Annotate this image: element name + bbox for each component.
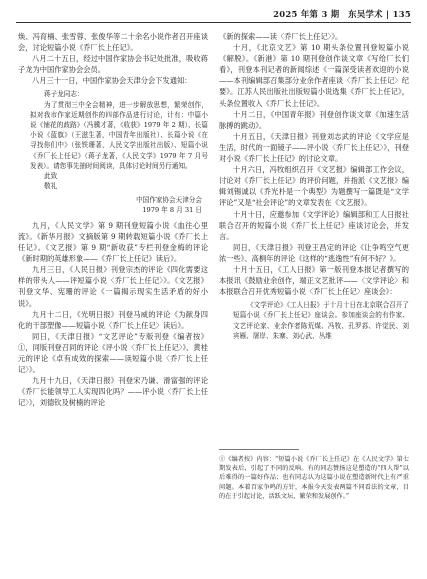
paragraph: 十月五日，《天津日报》刊登刘志武的评论《文学应是生活，时代的一面镜子——评小说〈乔厂长上任记〉》，刊登对小说《乔厂长上任记》的讨论文章。 xyxy=(219,131,409,164)
letter-close-2: 敬礼 xyxy=(44,182,58,191)
signature-org: 中国作家协会天津分会 xyxy=(136,195,202,204)
letter-signature xyxy=(18,195,208,215)
paragraph: 十月六日，冯牧组织召开《文艺报》编辑部工作会议，讨论对《乔厂长上任记》的评价问题，并指派《文艺报》编辑刘锡诚以《乔光朴是一个典型》为题撰写一篇既是“文学评论”又是“社会评论”的文章发表在《文艺报》。 xyxy=(219,165,409,208)
footnote xyxy=(219,455,409,501)
notice-letter xyxy=(18,89,208,191)
paragraph: 十月十日，应邀参加《文学评论》编辑部和工人日报社联合召开的短篇小说《乔厂长上任记》座谈讨论会，并发言。 xyxy=(219,209,409,241)
paragraph: 九月十九日，《天津日报》刊登宋乃谦、滑富强的评论《乔厂长能领导工人实现四化吗？——评小说〈乔厂长上任记〉》，刘德钦及树楠的评论 xyxy=(18,376,208,408)
paragraph: 同日，《天津日报》刊登王昌定的评论《让争鸣空气更浓一些》、高桐年的评论《这样的“逃逸性”有何不好？》。 xyxy=(219,242,409,263)
paragraph: 十月十五日，《工人日报》第一版刊登本报记者撰写的本报讯《鼓励业余创作，端正文艺批评——〈文学评论〉和本报联合召开优秀短篇小说〈乔厂长上任记〉座谈会》： xyxy=(219,264,409,297)
signature-date: 1979 年 8 月 31 日 xyxy=(142,205,202,214)
letter-close-1: 此致 xyxy=(44,172,58,181)
paragraph: 焕、冯育楠、张雪蓉、张俊华等二十余名小说作者召开座谈会，讨论短篇小说《乔厂长上任记》。 xyxy=(18,32,208,53)
paragraph: 十月二日，《中国青年报》刊登创作谈文章《加速生活脉搏的跳动》。 xyxy=(219,109,409,130)
right-column xyxy=(219,31,409,347)
paragraph: 九月，《人民文学》第 9 期刊登短篇小说《血往心里流》。《新华月报》文摘版第 9 期转载短篇小说《乔厂长上任记》。《文艺报》第 9 期“新收获”专栏刊登金梅的评论《新时期的英雄形象——《乔厂长上任记》读后》。 xyxy=(18,220,208,264)
paragraph: 十月，《北京文艺》第 10 期头条位置刊登短篇小说《解脱》。《新港》第 10 期刊登创作谈文章《写给厂长们看》，刊登本刊记者的新闻综述《一篇深受读者欢迎的小说——本刊编辑部召集部分业余作者座谈〈乔厂长上任记〉纪要》。江苏人民出版社出版短篇小说选集《乔厂长上任记》，头条位置收入《乔厂长上任记》。 xyxy=(219,43,409,108)
header-rule xyxy=(16,22,411,23)
footnote-rule xyxy=(219,449,299,450)
paragraph: 《新的探索——读〈乔厂长上任记〉》。 xyxy=(219,32,343,41)
letter-body: 为了贯彻三中全会精神，进一步解放思想，繁荣创作，拟对我市作家近期创作的四部作品进行讨论，计有：中篇小说《铺花的歧路》（冯骥才著，《收获》1979 年 2 期）、长篇小说《蓝旗》（王滋生著，中国青年出版社）、长篇小说《在寻找你们中》（张铁珊著，人民文学出版社出版）、短篇小说《乔厂长上任记》（蒋子龙著，《人民文学》1979 年 7 月号发表）。请您事先抽时间阅读，具体讨论时间另行通知。 xyxy=(30,100,208,170)
paragraph: 八月三十一日，中国作家协会天津分会下发通知： xyxy=(32,76,192,86)
paragraph: 九月十二日，《光明日报》刊登马威的评论《为献身四化的干部塑像——短篇小说〈乔厂长上任记〉读后》。 xyxy=(18,309,208,330)
quote-text: 《文学评论》《工人日报》于十月十日在北京联合召开了短篇小说《乔厂长上任记》座谈会。参加座谈会的有作家、文艺评论家、业余作者陈荒煤、冯牧、孔罗荪、许觉民、刘宾雁、屠岸、朱寨、刘心武、丛维 xyxy=(233,301,409,340)
letter-salutation: 蒋子龙同志： xyxy=(44,90,84,99)
paragraph: 同日，《天津日报》“文艺评论”专版刊登《编者按》①，同版刊登召同的评论《评小说〈乔厂长上任记〉》、黄桂元的评论《卓有成效的探索——读短篇小说〈乔厂长上任记〉》。 xyxy=(18,331,208,375)
paragraph: 九月三日，《人民日报》刊登宗杰的评论《四化需要这样的带头人——评短篇小说〈乔厂长上任记〉》。《文艺报》刊登文华、宪珊的评论《一篇揭示现实生活矛盾的好小说》。 xyxy=(18,265,208,308)
block-quote xyxy=(219,300,409,341)
running-header: 2025 年第 3 期 东吴学术 | 135 xyxy=(273,9,411,19)
footnote-text: ①《编者按》内容：“短篇小说《乔厂长上任记》在《人民文学》第七期发表后，引起了不同的反响。有的同志赞扬这是塑造的“四人帮”以后难得的一篇好作品；也有同志认为这篇小说在塑造新时代上有严重问题。本着百家争鸣的方针，本报今天发表两篇不同看法的文章，目的在于引起讨论，活跃文坛，繁荣和发展创作。” xyxy=(219,456,409,500)
left-column xyxy=(18,31,208,409)
paragraph: 八月二十五日，经过中国作家协会书记处批准，吸收蒋子龙为中国作家协会会员。 xyxy=(18,54,208,75)
